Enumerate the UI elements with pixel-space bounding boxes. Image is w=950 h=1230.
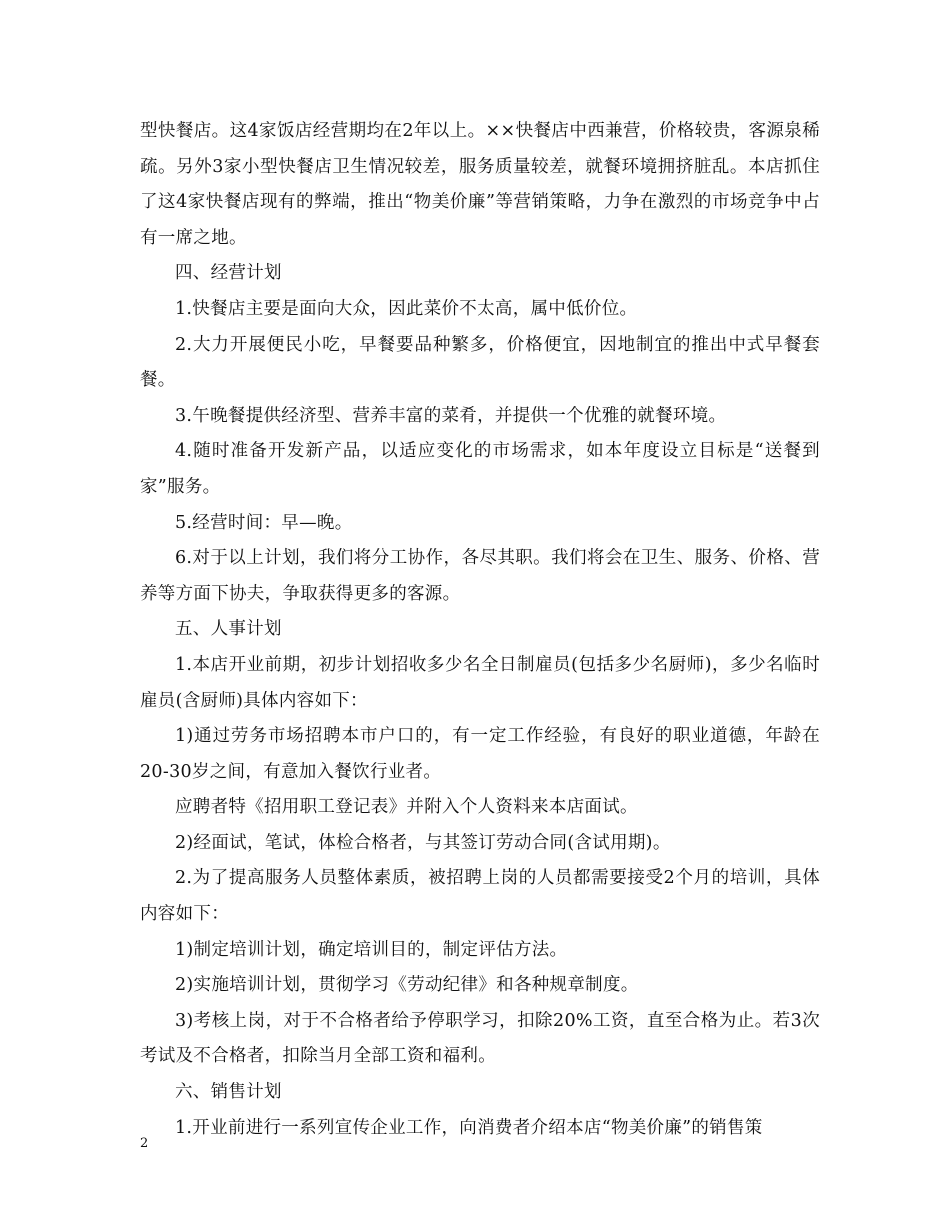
- paragraph-operating-4: 4.随时准备开发新产品，以适应变化的市场需求，如本年度设立目标是“送餐到家”服务。: [140, 441, 820, 497]
- paragraph-personnel-1-2: 2)经面试，笔试，体检合格者，与其签订劳动合同(含试用期)。: [175, 832, 671, 853]
- paragraph-personnel-2: 2.为了提高服务人员整体素质，被招聘上岗的人员都需要接受2个月的培训，具体内容如下：: [140, 868, 820, 925]
- document-body: [140, 114, 820, 1146]
- paragraph-1: 型快餐店。这4家饭店经营期均在2年以上。××快餐店中西兼营，价格较贵，客源泉稀疏。另外3家小型快餐店卫生情况较差，服务质量较差，就餐环境拥挤脏乱。本店抓住了这4家快餐店现有的弊端，推出“物美价廉”等营销策略，力争在激烈的市场竞争中占有一席之地。: [140, 121, 820, 248]
- section-heading-operating-plan: 四、经营计划: [175, 263, 282, 284]
- paragraph-operating-5: 5.经营时间：早—晚。: [175, 512, 353, 533]
- section-heading-sales-plan: 六、销售计划: [175, 1082, 282, 1103]
- section-heading-personnel-plan: 五、人事计划: [175, 619, 282, 640]
- paragraph-operating-6: 6.对于以上计划，我们将分工协作，各尽其职。我们将会在卫生、服务、价格、营养等方面下协夫，争取获得更多的客源。: [140, 548, 820, 604]
- paragraph-operating-3: 3.午晚餐提供经济型、营养丰富的菜肴，并提供一个优雅的就餐环境。: [175, 405, 727, 426]
- paragraph-personnel-1: 1.本店开业前期，初步计划招收多少名全日制雇员(包括多少名厨师)，多少名临时雇员(含厨师)具体内容如下：: [140, 654, 820, 711]
- paragraph-personnel-1-1: 1)通过劳务市场招聘本市户口的，有一定工作经验，有良好的职业道德，年龄在20-30岁之间，有意加入餐饮行业者。: [140, 726, 820, 782]
- paragraph-sales-1: 1.开业前进行一系列宣传企业工作，向消费者介绍本店“物美价廉”的销售策: [175, 1117, 763, 1138]
- paragraph-operating-1: 1.快餐店主要是面向大众，因此菜价不太高，属中低价位。: [175, 298, 638, 319]
- paragraph-personnel-application: 应聘者特《招用职工登记表》并附入个人资料来本店面试。: [175, 797, 638, 818]
- page-number: 2: [140, 1136, 149, 1151]
- paragraph-personnel-2-3: 3)考核上岗，对于不合格者给予停职学习，扣除20%工资，直至合格为止。若3次考试及不合格者，扣除当月全部工资和福利。: [140, 1010, 820, 1067]
- paragraph-personnel-2-1: 1)制定培训计划，确定培训目的，制定评估方法。: [175, 939, 568, 960]
- paragraph-personnel-2-2: 2)实施培训计划，贯彻学习《劳动纪律》和各种规章制度。: [175, 975, 639, 996]
- paragraph-operating-2: 2.大力开展便民小吃，早餐要品种繁多，价格便宜，因地制宜的推出中式早餐套餐。: [140, 334, 820, 391]
